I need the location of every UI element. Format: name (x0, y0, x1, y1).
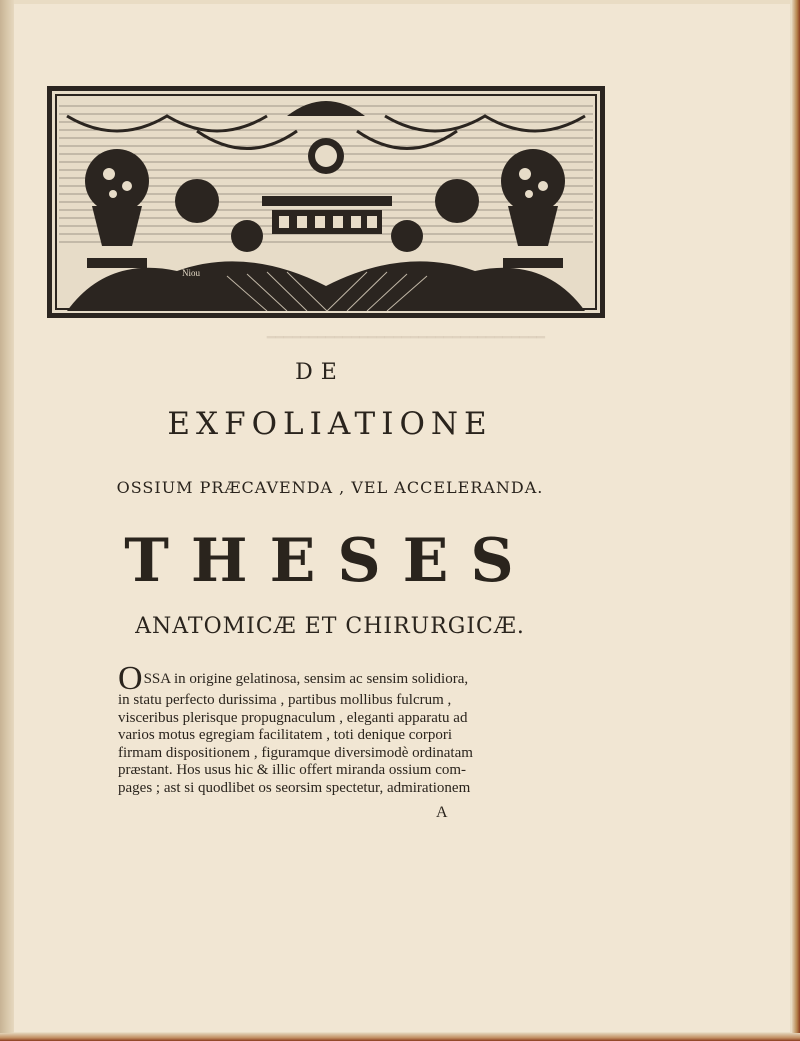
engraver-mark: Niou (182, 268, 200, 278)
body-line-1-text: SSA in origine gelatinosa, sensim ac sensim solidiora, (143, 671, 469, 687)
book-spine-edge (0, 0, 14, 1041)
body-line-7: pages ; ast si quodlibet os seorsim spectetur, admirationem (118, 779, 471, 796)
woodcut-headpiece-ornament (47, 86, 605, 318)
body-line-3: visceribus plerisque propugnaculum , eleganti apparatu ad (118, 709, 468, 726)
body-line-5: firmam dispositionem , figuramque diversimodè ordinatam (118, 744, 473, 761)
headpiece-illustration (47, 86, 605, 318)
title-main: EXFOLIATIONE (167, 406, 493, 442)
body-paragraph (118, 666, 548, 797)
title-subtitle: OSSIUM PRÆCAVENDA , VEL ACCELERANDA. (116, 478, 544, 497)
signature-mark: A (436, 804, 448, 821)
book-right-edge (792, 0, 800, 1041)
book-bottom-edge (0, 1033, 800, 1041)
body-line-4: varios motus egregiam facilitatem , toti denique corpori (118, 727, 453, 743)
body-line-1 (118, 666, 548, 692)
body-line-6: præstant. Hos usus hic & illic offert miranda ossium com- (118, 762, 467, 778)
drop-cap: O (118, 666, 143, 692)
bleed-through-text: ━━━━━━━━━━━━━━━━━━━━━━━━━━━━━━━━━ (266, 331, 545, 346)
title-theses: THESES (124, 526, 536, 596)
title-anatomicae: ANATOMICÆ ET CHIRURGICÆ. (135, 614, 525, 639)
title-de: DE (295, 360, 345, 385)
body-line-2: in statu perfecto durissima , partibus mollibus fulcrum , (118, 692, 452, 708)
